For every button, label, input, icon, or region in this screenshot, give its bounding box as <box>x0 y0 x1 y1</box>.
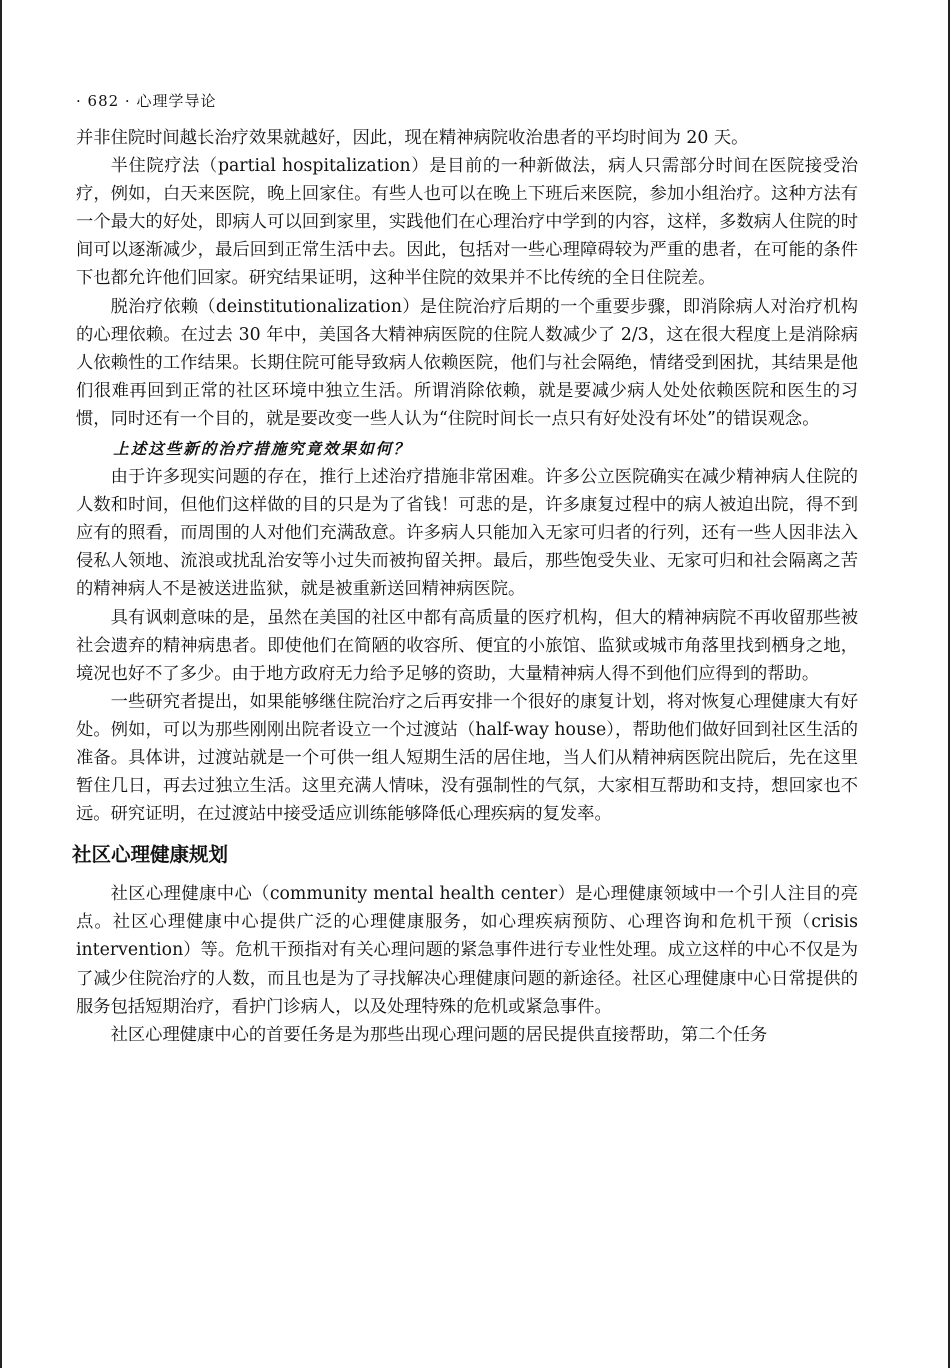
paragraph-irony: 具有讽刺意味的是，虽然在美国的社区中都有高质量的医疗机构，但大的精神病院不再收留那些被社会遗弃的精神病患者。即使他们在简陋的收容所、便宜的小旅馆、监狱或城市角落里找到栖身之地，境况也好不了多少。由于地方政府无力给予足够的资助，大量精神病人得不到他们应得到的帮助。 <box>76 607 858 684</box>
paragraph-partial-hospitalization: 半住院疗法（partial hospitalization）是目前的一种新做法，病人只需部分时间在医院接受治疗，例如，白天来医院，晚上回家住。有些人也可以在晚上下班后来医院，参加小组治疗。这种方法有一个最大的好处，即病人可以回到家里，实践他们在心理治疗中学到的内容，这样，多数病人住院的时间可以逐渐减少，最后回到正常生活中去。因此，包括对一些心理障碍较为严重的患者，在可能的条件下也都允许他们回家。研究结果证明，这种半住院的效果并不比传统的全日住院差。 <box>76 156 858 289</box>
running-header: · 682 · 心理学导论 <box>76 92 217 110</box>
paragraph-continuation: 并非住院时间越长治疗效果就越好，因此，现在精神病院收治患者的平均时间为 20 天。 <box>76 128 749 148</box>
paragraph-deinstitutionalization: 脱治疗依赖（deinstitutionalization）是住院治疗后期的一个重要步骤，即消除病人对治疗机构的心理依赖。在过去 30 年中，美国各大精神病医院的住院人数减少了 2/3，这在很大程度上是消除病人依赖性的工作结果。长期住院可能导致病人依赖医院，他们与社会隔绝，情绪受到困扰，其结果是他们很难再回到正常的社区环境中独立生活。所谓消除依赖，就是要减少病人处处依赖医院和医生的习惯，同时还有一个目的，就是要改变一些人认为“住院时间长一点只有好处没有坏处”的错误观念。 <box>76 296 858 429</box>
page-left-edge <box>0 0 2 1368</box>
paragraph-difficulties: 由于许多现实问题的存在，推行上述治疗措施非常困难。许多公立医院确实在减少精神病人住院的人数和时间，但他们这样做的目的只是为了省钱！可悲的是，许多康复过程中的病人被迫出院，得不到应有的照看，而周围的人对他们充满敌意。许多病人只能加入无家可归者的行列，还有一些人因非法入侵私人领地、流浪或扰乱治安等小过失而被拘留关押。最后，那些饱受失业、无家可归和社会隔离之苦的精神病人不是被送进监狱，就是被重新送回精神病医院。 <box>76 467 858 600</box>
question-heading: 上述这些新的治疗措施究竟效果如何？ <box>113 439 411 459</box>
section-heading: 社区心理健康规划 <box>72 843 229 867</box>
paragraph-half-way-house: 一些研究者提出，如果能够继住院治疗之后再安排一个很好的康复计划，将对恢复心理健康大有好处。例如，可以为那些刚刚出院者设立一个过渡站（half-way house），帮助他们做好回到社区生活的准备。具体讲，过渡站就是一个可供一组人短期生活的居住地，当人们从精神病医院出院后，先在这里暂住几日，再去过独立生活。这里充满人情味，没有强制性的气氛，大家相互帮助和支持，想回家也不远。研究证明，在过渡站中接受适应训练能够降低心理疾病的复发率。 <box>76 691 858 825</box>
page-body <box>72 124 858 1049</box>
paragraph-community-center: 社区心理健康中心（community mental health center）是心理健康领域中一个引人注目的亮点。社区心理健康中心提供广泛的心理健康服务，如心理疾病预防、心理咨询和危机干预（crisis intervention）等。危机干预指对有关心理问题的紧急事件进行专业性处理。成立这样的中心不仅是为了减少住院治疗的人数，而且也是为了寻找解决心理健康问题的新途径。社区心理健康中心日常提供的服务包括短期治疗，看护门诊病人，以及处理特殊的危机或紧急事件。 <box>76 884 858 1017</box>
paragraph-primary-task: 社区心理健康中心的首要任务是为那些出现心理问题的居民提供直接帮助，第二个任务 <box>110 1024 768 1045</box>
